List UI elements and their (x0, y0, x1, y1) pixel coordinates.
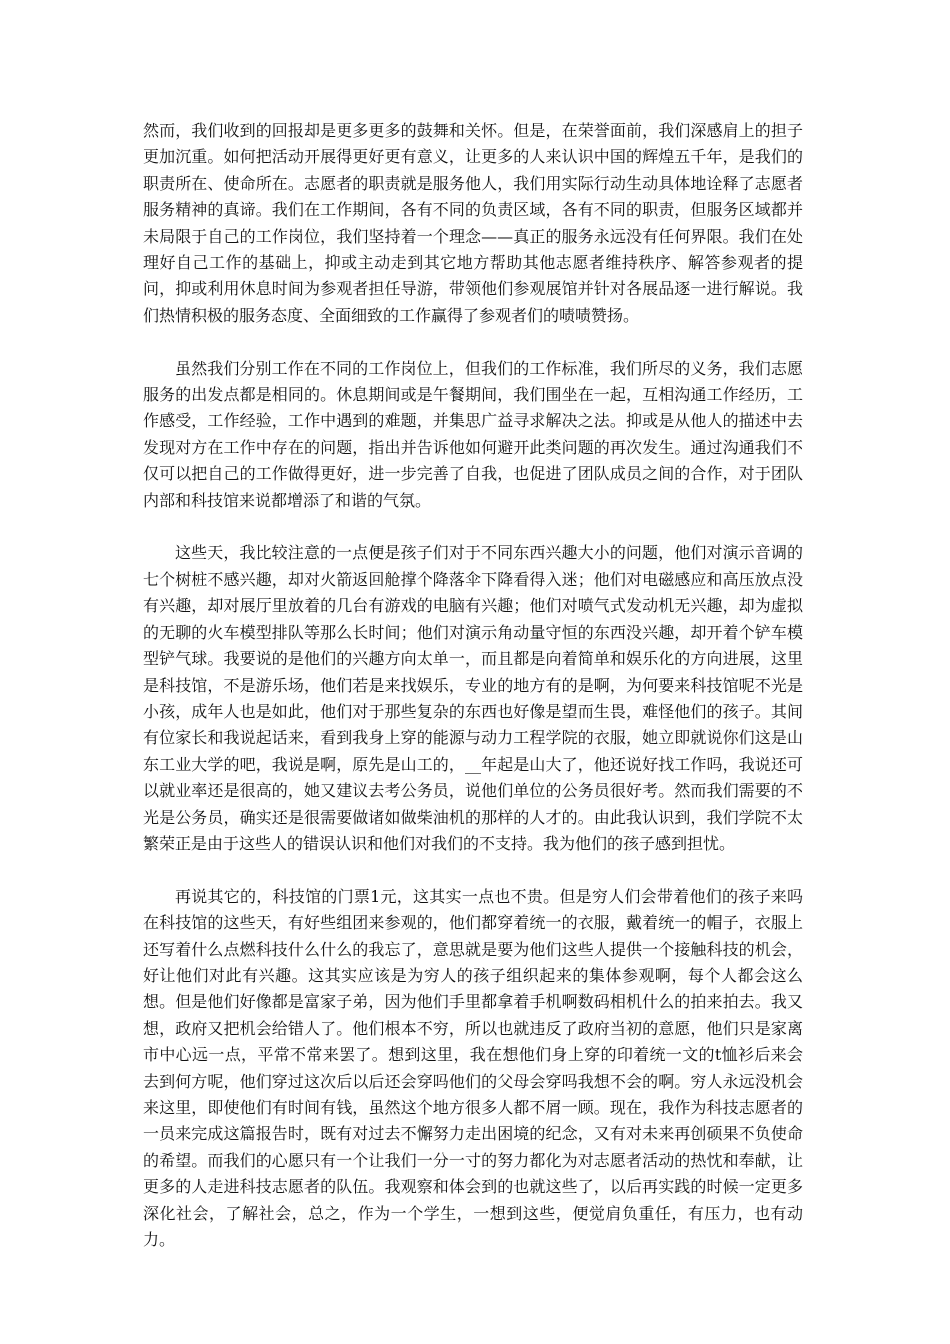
paragraph-2: 虽然我们分别工作在不同的工作岗位上，但我们的工作标准，我们所尽的义务，我们志愿服务的出发点都是相同的。休息期间或是午餐期间，我们围坐在一起，互相沟通工作经历，工作感受，工作经验，工作中遇到的难题，并集思广益寻求解决之法。抑或是从他人的描述中去发现对方在工作中存在的问题，指出并告诉他如何避开此类问题的再次发生。通过沟通我们不仅可以把自己的工作做得更好，进一步完善了自我，也促进了团队成员之间的合作，对于团队内部和科技馆来说都增添了和谐的气氛。 (143, 358, 803, 510)
paragraph-1: 然而，我们收到的回报却是更多更多的鼓舞和关怀。但是，在荣誉面前，我们深感肩上的担子更加沉重。如何把活动开展得更好更有意义，让更多的人来认识中国的辉煌五千年，是我们的职责所在、使命所在。志愿者的职责就是服务他人，我们用实际行动生动具体地诠释了志愿者服务精神的真谛。我们在工作期间，各有不同的负责区域，各有不同的职责，但服务区域都并未局限于自己的工作岗位，我们坚持着一个理念——真正的服务永远没有任何界限。我们在处理好自己工作的基础上，抑或主动走到其它地方帮助其他志愿者维持秩序、解答参观者的提问，抑或利用休息时间为参观者担任导游，带领他们参观展馆并针对各展品逐一进行解说。我们热情积极的服务态度、全面细致的工作赢得了参观者们的啧啧赞扬。 (143, 121, 803, 325)
paragraph-3: 这些天，我比较注意的一点便是孩子们对于不同东西兴趣大小的问题，他们对演示音调的七个树桩不感兴趣，却对火箭返回舱撑个降落伞下降看得入迷；他们对电磁感应和高压放点没有兴趣，却对展厅里放着的几台有游戏的电脑有兴趣；他们对喷气式发动机无兴趣，却为虚拟的无聊的火车模型排队等那么长时间；他们对演示角动量守恒的东西没兴趣，却开着个铲车模型铲气球。我要说的是他们的兴趣方向太单一，而且都是向着简单和娱乐化的方向进展，这里是科技馆，不是游乐场，他们若是来找娱乐，专业的地方有的是啊，为何要来科技馆呢不光是小孩，成年人也是如此，他们对于那些复杂的东西也好像是望而生畏，难怪他们的孩子。其间有位家长和我说起话来，看到我身上穿的能源与动力工程学院的衣服，她立即就说你们这是山东工业大学的吧，我说是啊，原先是山工的，__年起是山大了，他还说好找工作吗，我说还可以就业率还是很高的，她又建议去考公务员，说他们单位的公务员很好考。然而我们需要的不光是公务员，确实还是很需要做诸如做柴油机的那样的人才的。由此我认识到，我们学院不太繁荣正是由于这些人的错误认识和他们对我们的不支持。我为他们的孩子感到担忧。 (143, 543, 803, 853)
paragraph-4: 再说其它的，科技馆的门票1元，这其实一点也不贵。但是穷人们会带着他们的孩子来吗在科技馆的这些天，有好些组团来参观的，他们都穿着统一的衣服，戴着统一的帽子，衣服上还写着什么点燃科技什么什么的我忘了，意思就是要为他们这些人提供一个接触科技的机会，好让他们对此有兴趣。这其实应该是为穷人的孩子组织起来的集体参观啊，每个人都会这么想。但是他们好像都是富家子弟，因为他们手里都拿着手机啊数码相机什么的拍来拍去。我又想，政府又把机会给错人了。他们根本不穷，所以也就违反了政府当初的意愿，他们只是家离市中心远一点，平常不常来罢了。想到这里，我在想他们身上穿的印着统一文的t恤衫后来会去到何方呢，他们穿过这次后以后还会穿吗他们的父母会穿吗我想不会的啊。穷人永远没机会来这里，即使他们有时间有钱，虽然这个地方很多人都不屑一顾。现在，我作为科技志愿者的一员来完成这篇报告时，既有对过去不懈努力走出困境的纪念，又有对未来再创硕果不负使命的希望。而我们的心愿只有一个让我们一分一寸的努力都化为对志愿者活动的热忱和奉献，让更多的人走进科技志愿者的队伍。我观察和体会到的也就这些了，以后再实践的时候一定更多深化社会，了解社会，总之，作为一个学生，一想到这些，便觉肩负重任，有压力，也有动力。 (143, 886, 803, 1250)
document-body (143, 118, 803, 1253)
